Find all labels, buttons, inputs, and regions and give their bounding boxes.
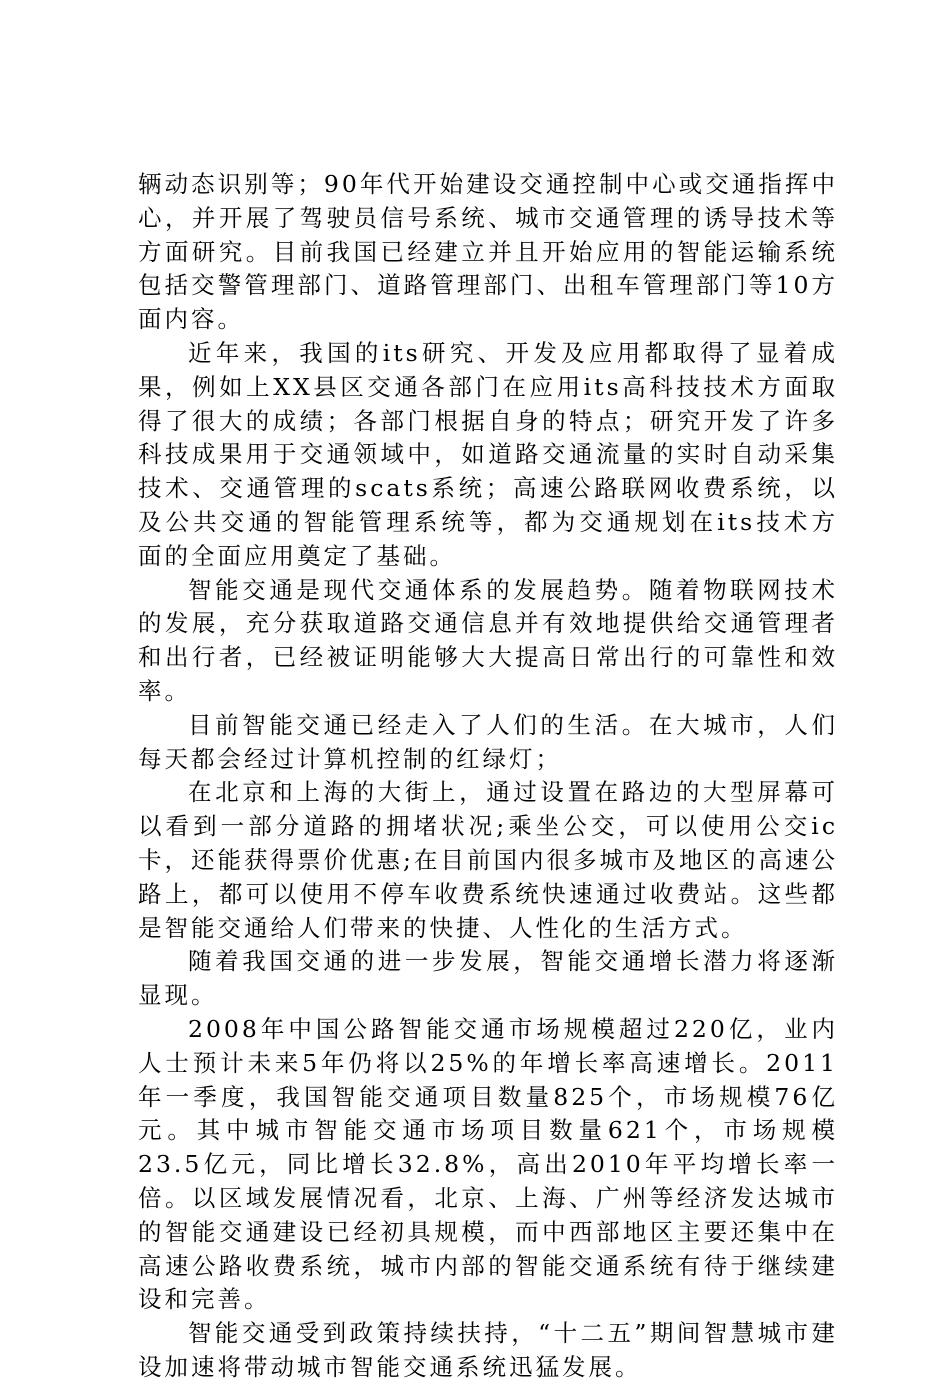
paragraph-4: 目前智能交通已经走入了人们的生活。在大城市，人们每天都会经过计算机控制的红绿灯；: [138, 710, 838, 773]
paragraph-3: 智能交通是现代交通体系的发展趋势。随着物联网技术的发展，充分获取道路交通信息并有效地提供给交通管理者和出行者，已经被证明能够大大提高日常出行的可靠性和效率。: [138, 575, 838, 705]
document-page: [138, 168, 838, 1385]
paragraph-7: 2008年中国公路智能交通市场规模超过220亿，业内人士预计未来5年仍将以25%的年增长率高速增长。2011年一季度，我国智能交通项目数量825个，市场规模76亿元。其中城市智能交通市场项目数量621个，市场规模23.5亿元，同比增长32.8%，高出2010年平均增长率一倍。以区域发展情况看，北京、上海、广州等经济发达城市的智能交通建设已经初具规模，而中西部地区主要还集中在高速公路收费系统，城市内部的智能交通系统有待于继续建设和完善。: [138, 1014, 838, 1314]
paragraph-2: 近年来，我国的its研究、开发及应用都取得了显着成果，例如上XX县区交通各部门在应用its高科技技术方面取得了很大的成绩；各部门根据自身的特点；研究开发了许多科技成果用于交通领域中，如道路交通流量的实时自动采集技术、交通管理的scats系统；高速公路联网收费系统，以及公共交通的智能管理系统等，都为交通规划在its技术方面的全面应用奠定了基础。: [138, 338, 838, 570]
paragraph-5: 在北京和上海的大街上，通过设置在路边的大型屏幕可以看到一部分道路的拥堵状况;乘坐公交，可以使用公交ic卡，还能获得票价优惠;在目前国内很多城市及地区的高速公路上，都可以使用不停车收费系统快速通过收费站。这些都是智能交通给人们带来的快捷、人性化的生活方式。: [138, 778, 838, 942]
paragraph-8: 智能交通受到政策持续扶持，“十二五”期间智慧城市建设加速将带动城市智能交通系统迅猛发展。: [138, 1319, 838, 1381]
paragraph-1: 辆动态识别等；90年代开始建设交通控制中心或交通指挥中心，并开展了驾驶员信号系统、城市交通管理的诱导技术等方面研究。目前我国已经建立并且开始应用的智能运输系统包括交警管理部门、道路管理部门、出租车管理部门等10方面内容。: [138, 170, 838, 334]
paragraph-6: 随着我国交通的进一步发展，智能交通增长潜力将逐渐显现。: [138, 947, 838, 1010]
